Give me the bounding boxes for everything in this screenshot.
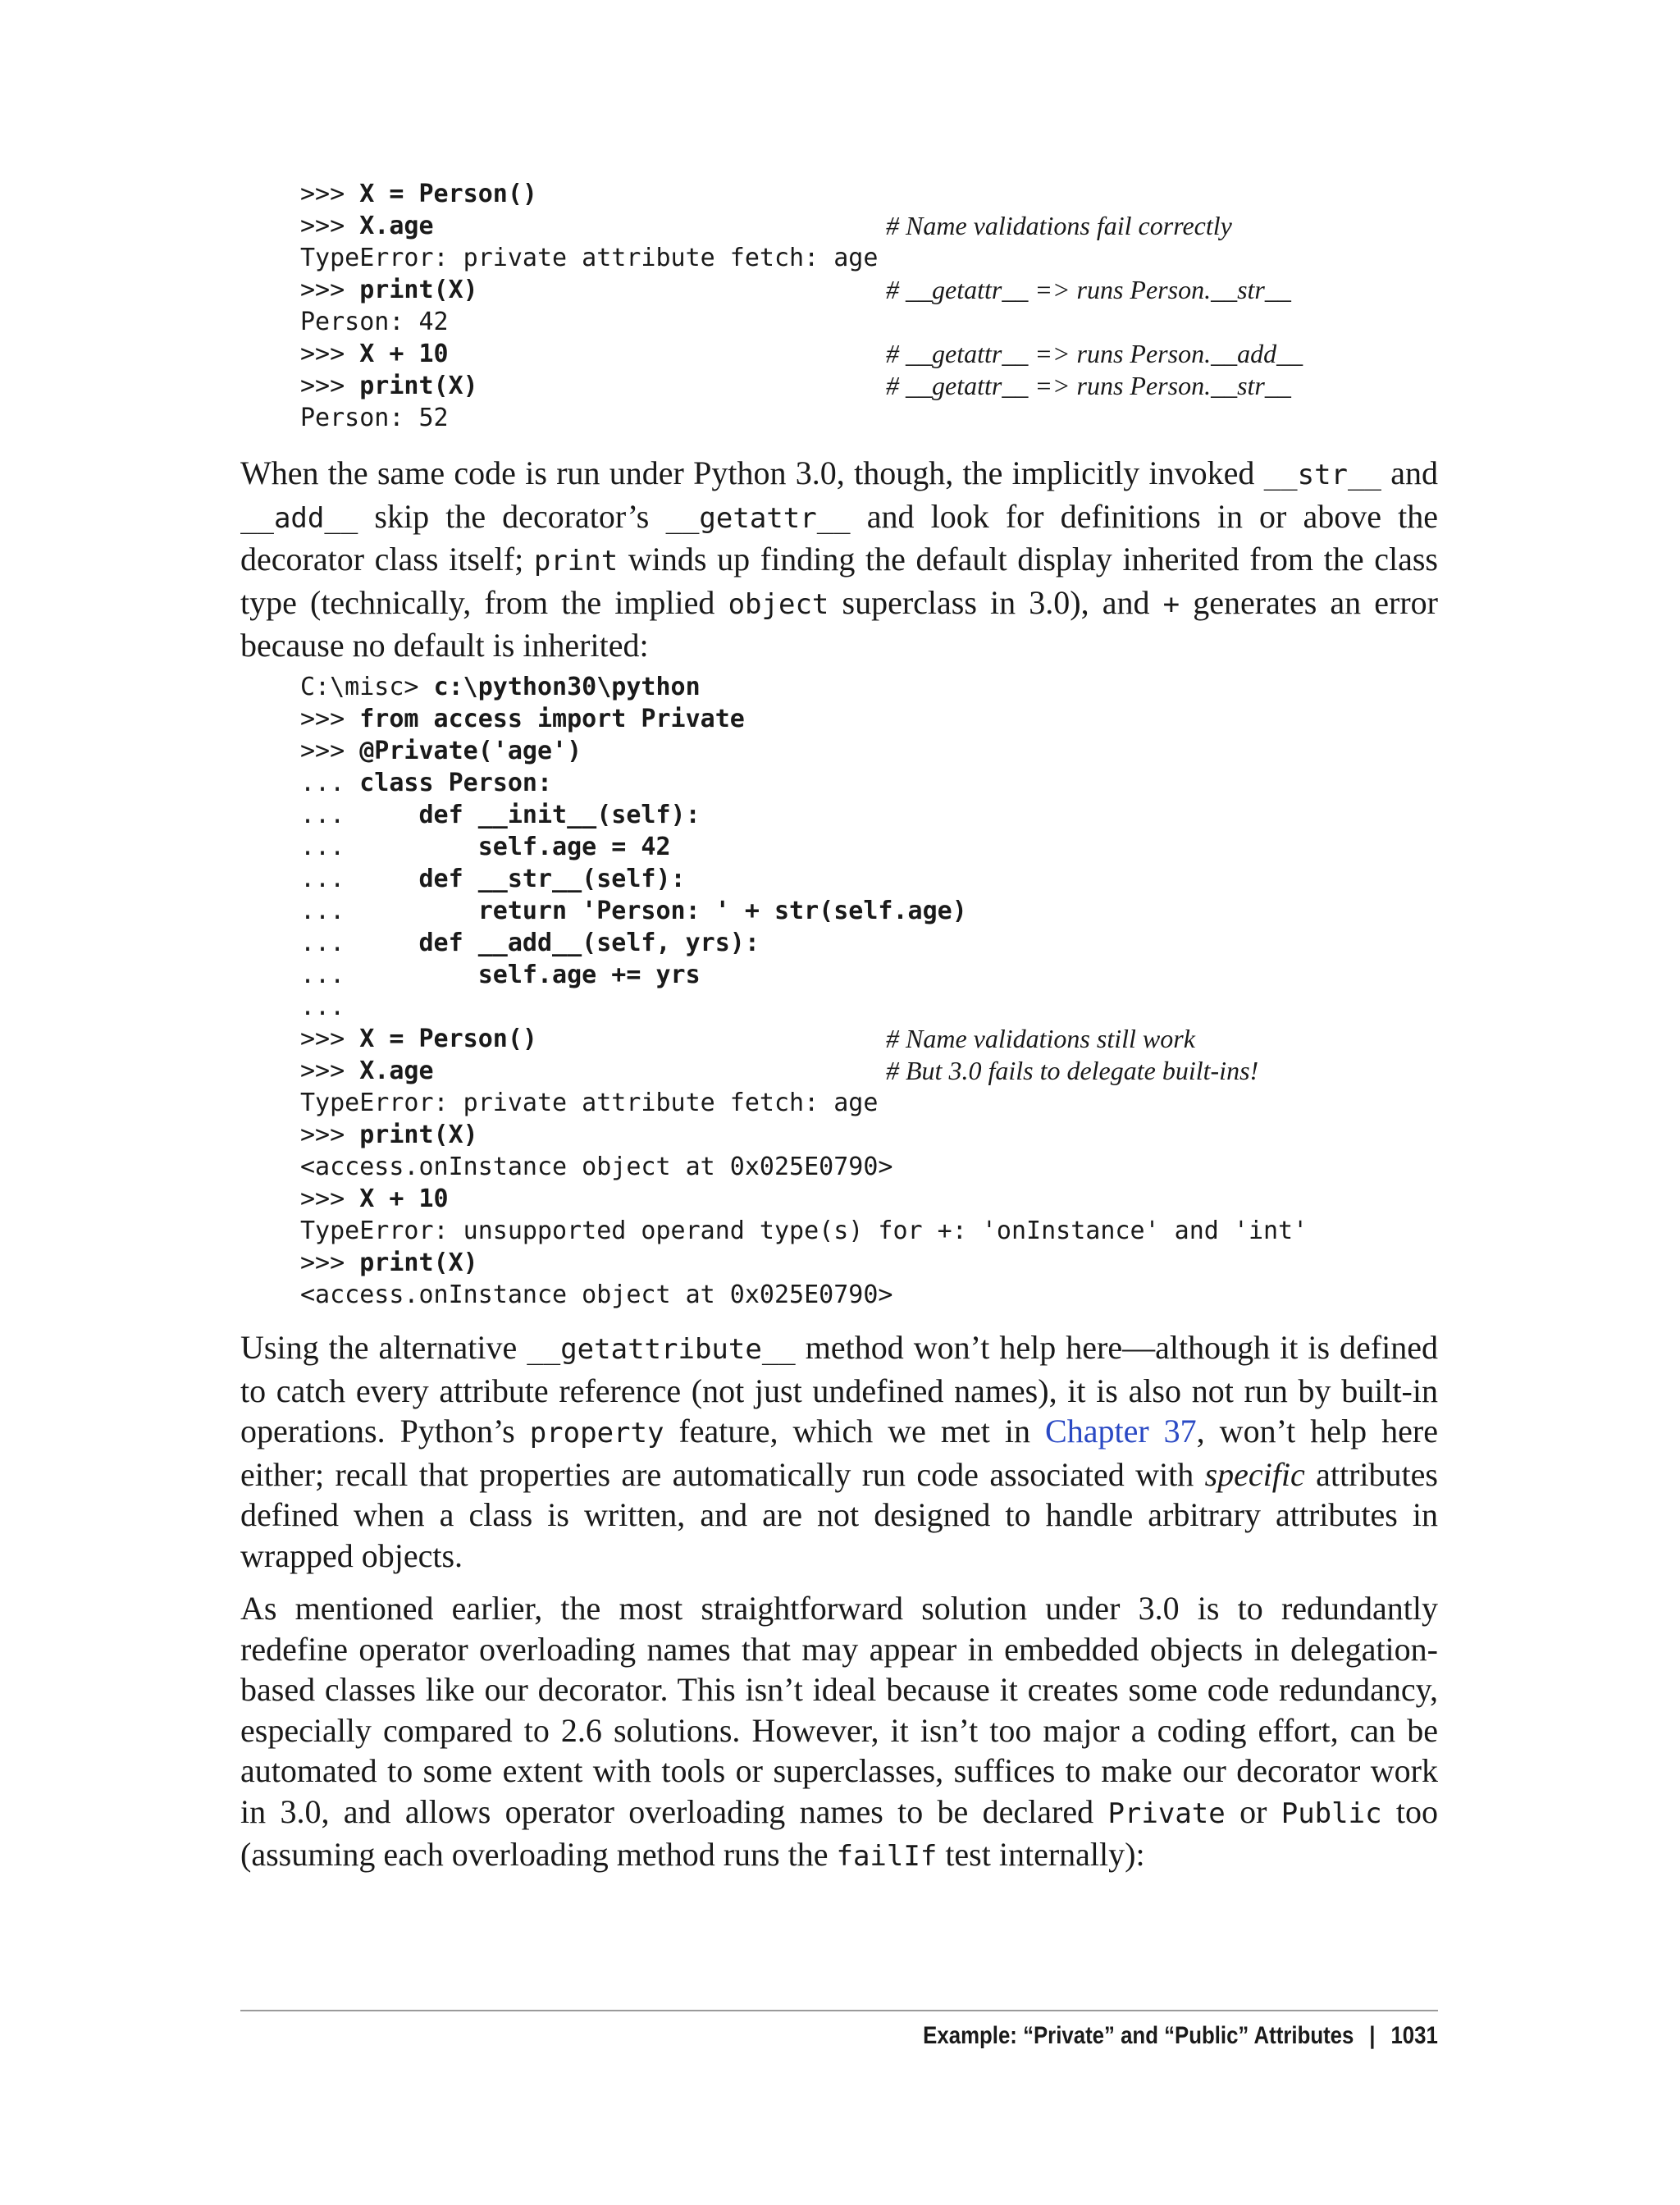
code-line: [300, 242, 878, 274]
code-object: object: [728, 587, 829, 621]
code-prompt: >>>: [300, 705, 360, 733]
code-public: Public: [1281, 1796, 1382, 1830]
paragraph-3: [240, 1588, 1438, 1878]
code-comment: # Name validations still work: [886, 1024, 1195, 1053]
code-text: return 'Person: ' + str(self.age): [477, 897, 967, 925]
code-print: print: [533, 545, 619, 578]
code-prompt: ...: [300, 833, 478, 861]
code-text: print(X): [359, 1249, 478, 1277]
text: As mentioned earlier, the most straightforward solution under 3.0 is to redundantly redefine operator overloading names that may appear in embedded objects in delegation-based classes like our decorator. This isn’t ideal because it creates some code redundancy, especially compared to 2.6 solutions. However, it isn’t too major a coding effort, can be automated to some extent with tools or superclasses, suffices to make our decorator work in 3.0, and allows operator overloading names to be declared: [240, 1590, 1438, 1830]
code-getattribute: __getattribute__: [527, 1333, 796, 1366]
code-prompt: >>>: [300, 180, 360, 208]
code-text: X + 10: [359, 1185, 449, 1213]
code-line: [300, 210, 1232, 242]
code-line: [300, 1247, 1308, 1279]
code-property: property: [529, 1417, 664, 1449]
code-prompt: ...: [300, 801, 419, 829]
footer-title: Example: “Private” and “Public” Attributes: [923, 2022, 1354, 2049]
text: Using the alternative: [240, 1329, 527, 1366]
code-line: [300, 1023, 1308, 1055]
text: and look for definitions in or above the decorator class itself;: [240, 497, 1438, 578]
code-line: [300, 1119, 1308, 1151]
text: attributes defined when a class is written, and are not designed to handle arbitrary attributes in wrapped objects.: [240, 1455, 1438, 1574]
code-line: [300, 274, 1291, 306]
code-line: [300, 991, 1308, 1023]
code-line: [300, 863, 1308, 895]
paragraph-2: [240, 1327, 1438, 1576]
code-block-1: [300, 178, 1303, 434]
code-line: [300, 1087, 1308, 1119]
code-line: [300, 370, 1291, 402]
code-line: [300, 1279, 1308, 1311]
code-prompt: ...: [300, 897, 478, 925]
code-text: TypeError: private attribute fetch: age: [300, 244, 879, 272]
code-comment: # __getattr__ => runs Person.__str__: [886, 275, 1291, 304]
code-prompt: ...: [300, 961, 478, 989]
code-text: print(X): [359, 1121, 478, 1149]
code-prompt: >>>: [300, 1249, 360, 1277]
code-text: X + 10: [359, 340, 449, 368]
code-text: def __init__(self):: [418, 801, 701, 829]
code-line: [300, 402, 878, 434]
code-getattr: __getattr__: [665, 501, 851, 535]
code-line: [300, 735, 1308, 767]
text: winds up finding the default display inherited from the class type (technically, from the implied: [240, 541, 1438, 621]
page-number: 1031: [1390, 2022, 1438, 2049]
text: method won’t help here—although it is defined to catch every attribute reference (not just undefined names), it is also not run by built-in operations. Python’s: [240, 1329, 1438, 1449]
code-text: print(X): [359, 372, 478, 400]
text: , won’t help here either; recall that properties are automatically run code associated with: [240, 1413, 1438, 1493]
text: When the same code is run under Python 3.0, though, the implicitly invoked: [240, 454, 1264, 491]
code-text: self.age += yrs: [477, 961, 701, 989]
code-prompt: ...: [300, 993, 345, 1021]
code-line: [300, 959, 1308, 991]
code-prompt: >>>: [300, 1057, 360, 1085]
code-plus: +: [1162, 587, 1180, 621]
code-line: [300, 306, 878, 338]
code-prompt: ...: [300, 929, 419, 957]
code-text: print(X): [359, 276, 478, 304]
chapter-37-link[interactable]: Chapter 37: [1045, 1413, 1197, 1449]
code-line: [300, 927, 1308, 959]
code-text: Person: 52: [300, 404, 449, 432]
code-add: __add__: [240, 501, 358, 535]
code-line: [300, 1151, 1308, 1183]
code-comment: # But 3.0 fails to delegate built-ins!: [886, 1056, 1259, 1085]
code-line: [300, 767, 1308, 799]
code-prompt: ...: [300, 769, 360, 797]
footer-separator: |: [1369, 2022, 1376, 2049]
code-prompt: C:\misc>: [300, 673, 434, 701]
text: or: [1225, 1792, 1281, 1830]
code-prompt: >>>: [300, 276, 360, 304]
code-text: X = Person(): [359, 180, 537, 208]
emphasis-specific: specific: [1204, 1455, 1305, 1493]
code-text: def __str__(self):: [418, 865, 686, 893]
code-prompt: >>>: [300, 1025, 360, 1053]
code-text: X.age: [359, 1057, 434, 1085]
code-line: [300, 799, 1308, 831]
code-text: self.age = 42: [477, 833, 671, 861]
code-prompt: >>>: [300, 372, 360, 400]
code-text: class Person:: [359, 769, 553, 797]
code-text: X.age: [359, 212, 434, 240]
code-private: Private: [1107, 1796, 1226, 1830]
code-line: [300, 1055, 1308, 1087]
code-failif: failIf: [836, 1840, 938, 1873]
code-prompt: >>>: [300, 737, 360, 765]
code-text: <access.onInstance object at 0x025E0790>: [300, 1281, 893, 1309]
code-line: [300, 831, 1308, 863]
text: superclass in 3.0), and: [829, 583, 1163, 621]
text: feature, which we met in: [664, 1413, 1046, 1449]
text: test internally):: [937, 1836, 1145, 1873]
code-text: Person: 42: [300, 308, 449, 336]
paragraph-1: [240, 453, 1438, 666]
code-prompt: >>>: [300, 212, 360, 240]
code-line: [300, 1215, 1308, 1247]
code-text: TypeError: private attribute fetch: age: [300, 1089, 879, 1117]
code-line: [300, 671, 1308, 703]
code-line: [300, 338, 1303, 370]
code-prompt: >>>: [300, 1185, 360, 1213]
code-block-2: [300, 671, 1308, 1311]
code-text: c:\python30\python: [433, 673, 701, 701]
code-text: <access.onInstance object at 0x025E0790>: [300, 1153, 893, 1181]
text: too (assuming each overloading method runs the: [240, 1792, 1438, 1873]
code-text: X = Person(): [359, 1025, 537, 1053]
code-line: [300, 895, 1308, 927]
code-comment: # __getattr__ => runs Person.__str__: [886, 371, 1291, 400]
code-line: [300, 178, 878, 210]
code-text: @Private('age'): [359, 737, 582, 765]
code-prompt: ...: [300, 865, 419, 893]
text: and: [1381, 454, 1438, 491]
code-prompt: >>>: [300, 340, 360, 368]
footer-rule: [240, 2010, 1438, 2011]
text: generates an error because no default is inherited:: [240, 583, 1439, 664]
code-str: __str__: [1263, 459, 1381, 491]
code-comment: # Name validations fail correctly: [886, 211, 1232, 240]
code-prompt: >>>: [300, 1121, 360, 1149]
code-line: [300, 703, 1308, 735]
code-text: from access import Private: [359, 705, 745, 733]
code-text: def __add__(self, yrs):: [418, 929, 760, 957]
code-line: [300, 1183, 1308, 1215]
code-comment: # __getattr__ => runs Person.__add__: [886, 339, 1303, 368]
page-footer: [923, 2020, 1438, 2052]
text: skip the decorator’s: [358, 497, 666, 535]
code-text: TypeError: unsupported operand type(s) for +: 'onInstance' and 'int': [300, 1217, 1308, 1245]
